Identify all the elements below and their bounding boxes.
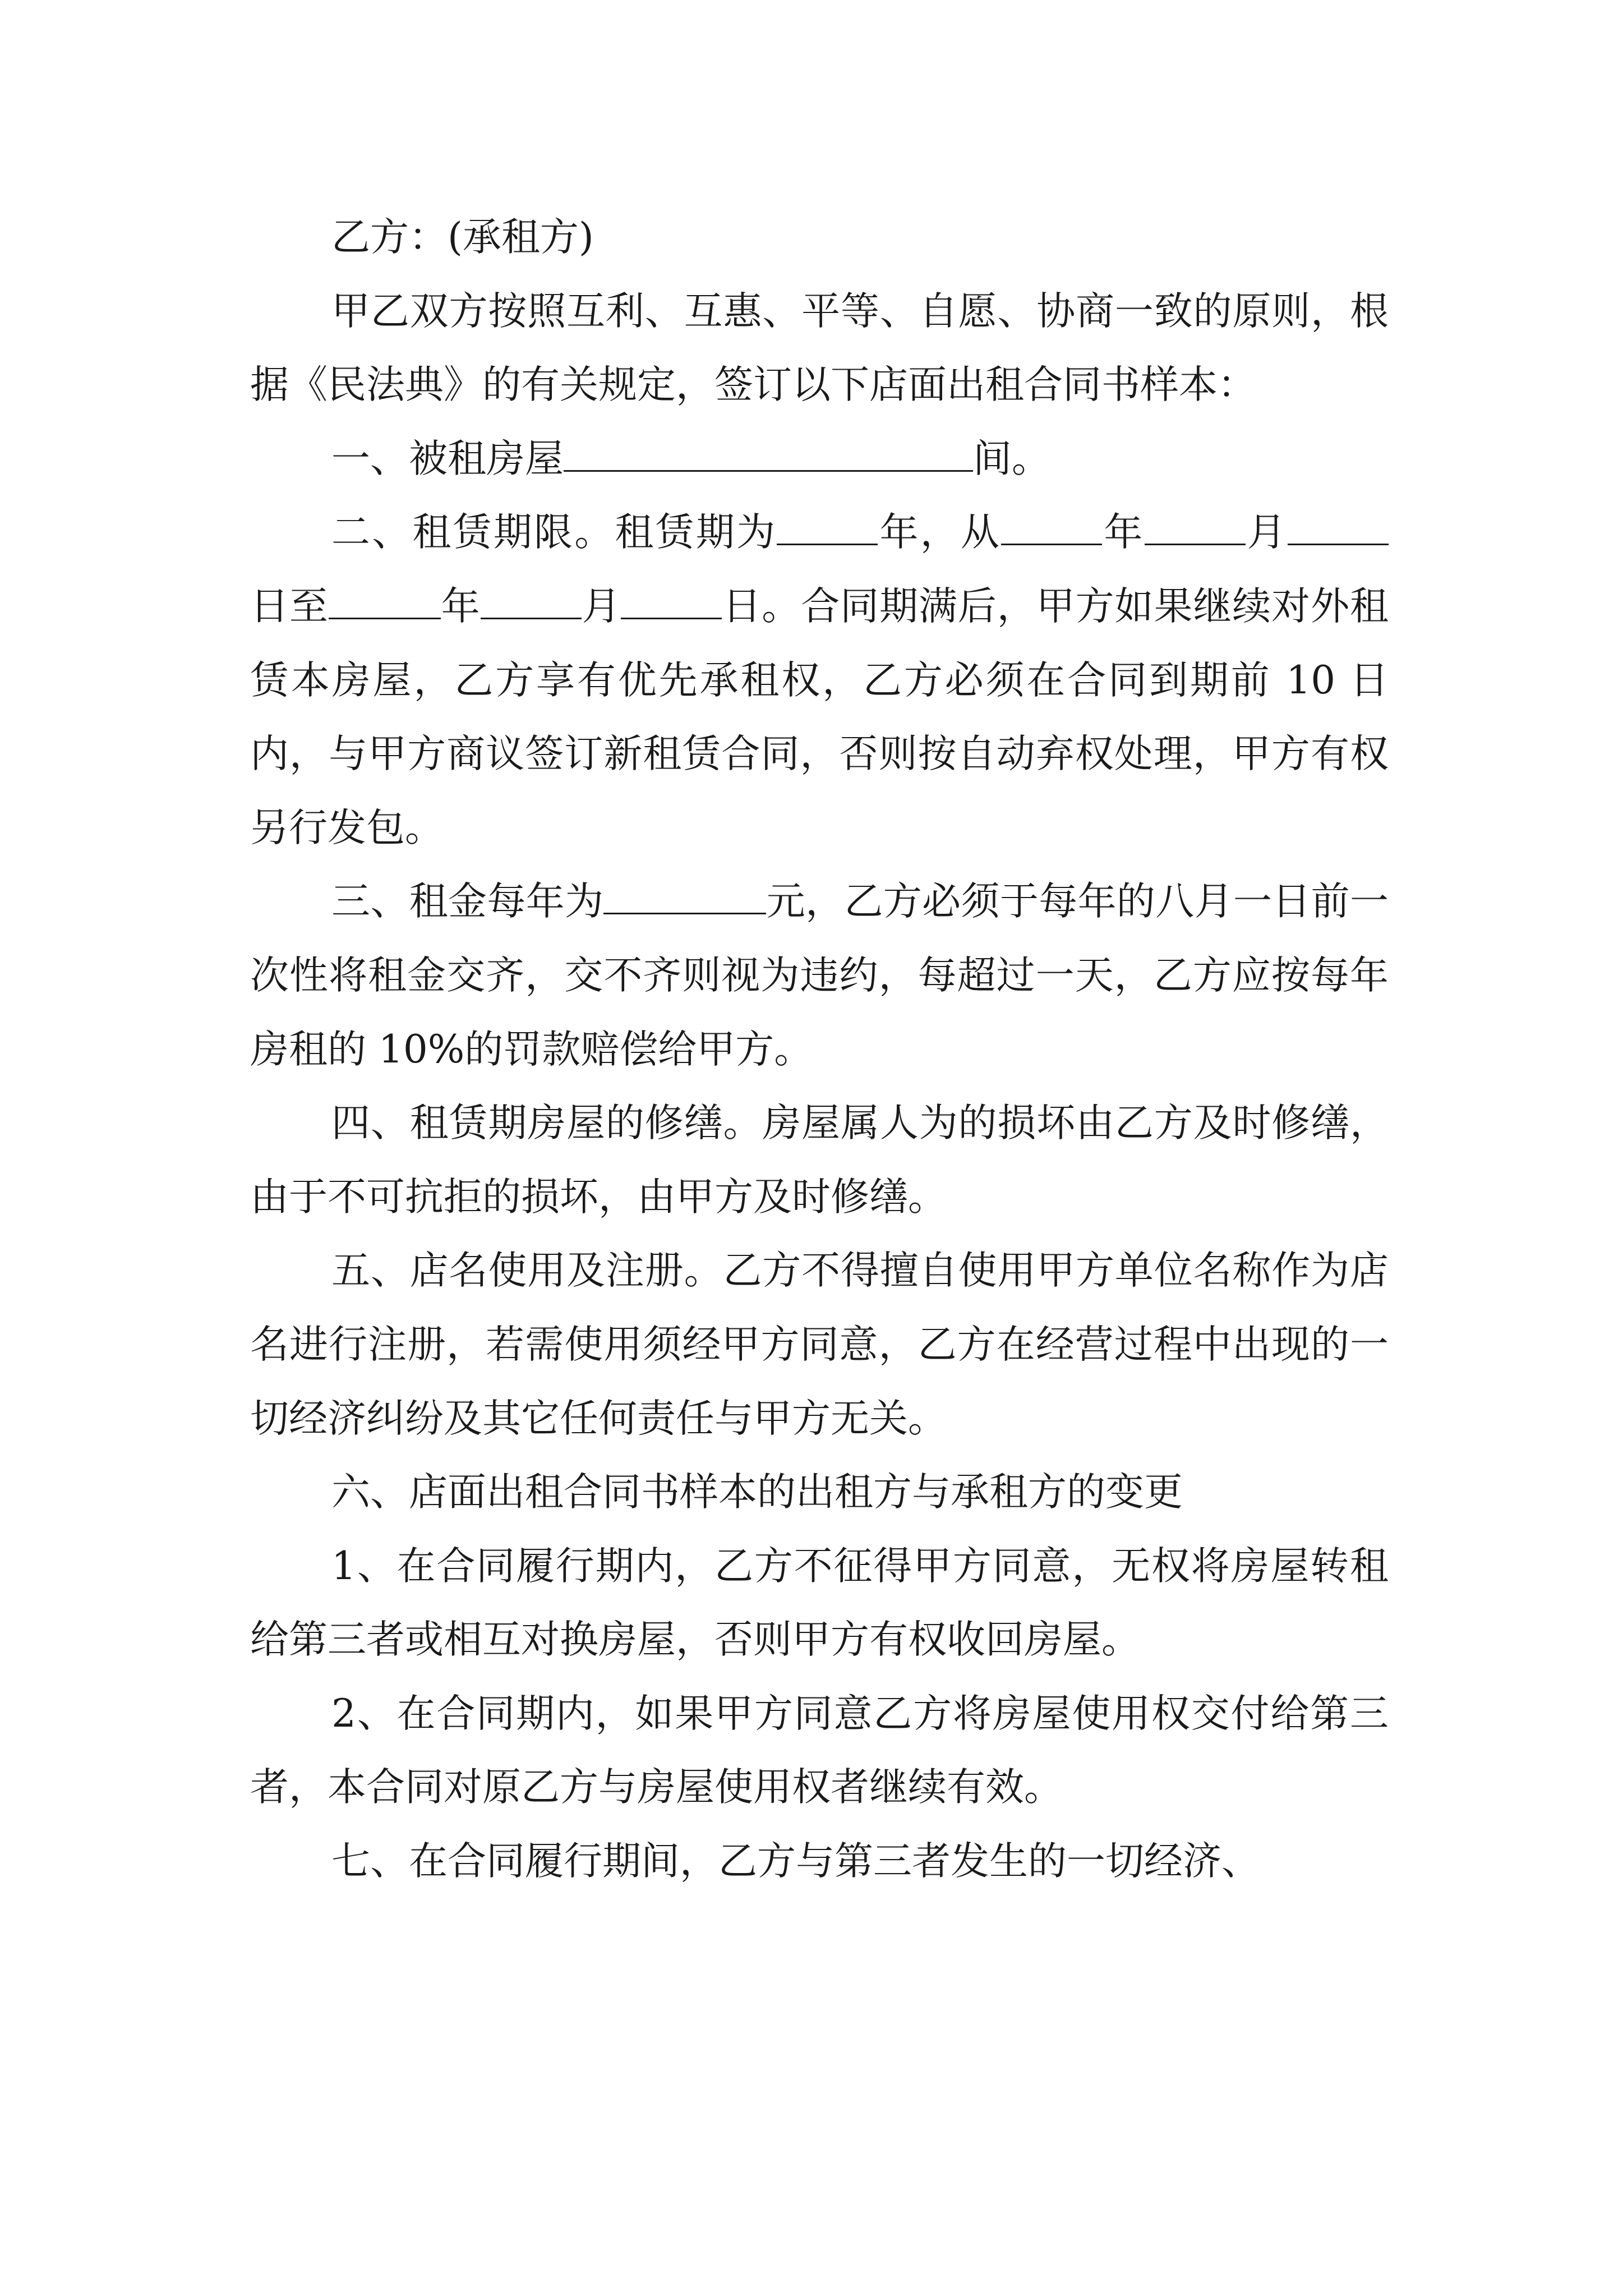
blank-start-month[interactable]	[1145, 509, 1246, 545]
document-body	[250, 201, 1389, 1899]
clause-2-text: 日。合同期满后，甲方如果继续对外租赁本房屋，乙方享有优先承租权，乙方必须在合同到期前 10 日内，与甲方商议签订新租赁合同，否则按自动弃权处理，甲方有权另行发包。	[250, 583, 1389, 850]
blank-start-year[interactable]	[1001, 509, 1102, 545]
clause-2-text: 年	[1102, 510, 1145, 555]
blank-start-day[interactable]	[1288, 509, 1389, 545]
clause-2-text: 月	[1245, 510, 1288, 555]
intro-paragraph: 甲乙双方按照互利、互惠、平等、自愿、协商一致的原则，根据《民法典》的有关规定，签订以下店面出租合同书样本：	[250, 288, 1389, 408]
clause-3-text-end: 元，乙方必须于每年的八月一日前一次性将租金交齐，交不齐则视为违约，每超过一天，乙方应按每年房租的 10%的罚款赔偿给甲方。	[250, 879, 1389, 1072]
clause-1-text: 一、被租房屋	[331, 436, 564, 481]
blank-end-month[interactable]	[481, 583, 582, 619]
clause-1-text-end: 间。	[973, 436, 1050, 481]
clause-3-text: 三、租金每年为	[331, 879, 604, 924]
clause-2	[250, 496, 1389, 865]
clause-2-text: 二、租赁期限。租赁期为	[331, 510, 777, 555]
clause-6: 六、店面出租合同书样本的出租方与承租方的变更	[331, 1470, 1183, 1515]
party-b-line: 乙方：(承租方)	[331, 215, 594, 260]
clause-6-1: 1、在合同履行期内，乙方不征得甲方同意，无权将房屋转租给第三者或相互对换房屋，否则甲方有权收回房屋。	[250, 1543, 1389, 1663]
blank-annual-rent[interactable]	[603, 878, 766, 914]
clause-2-text: 年，从	[878, 510, 1002, 555]
clause-7: 七、在合同履行期间，乙方与第三者发生的一切经济、	[331, 1839, 1260, 1884]
blank-term-years[interactable]	[777, 509, 878, 545]
blank-end-year[interactable]	[329, 583, 441, 619]
clause-6-2: 2、在合同期内，如果甲方同意乙方将房屋使用权交付给第三者，本合同对原乙方与房屋使用权者继续有效。	[250, 1691, 1389, 1810]
blank-end-day[interactable]	[621, 583, 722, 619]
clause-2-text: 月	[581, 583, 621, 629]
clause-5: 五、店名使用及注册。乙方不得擅自使用甲方单位名称作为店名进行注册，若需使用须经甲方同意，乙方在经营过程中出现的一切经济纠纷及其它任何责任与甲方无关。	[250, 1248, 1389, 1441]
clause-2-text: 日至	[250, 583, 329, 629]
blank-house-field[interactable]	[564, 435, 973, 472]
clause-1	[250, 422, 1389, 496]
clause-3	[250, 865, 1389, 1087]
clause-4: 四、租赁期房屋的修缮。房屋属人为的损坏由乙方及时修缮，由于不可抗拒的损坏，由甲方及时修缮。	[250, 1101, 1389, 1220]
clause-2-text: 年	[440, 583, 481, 629]
